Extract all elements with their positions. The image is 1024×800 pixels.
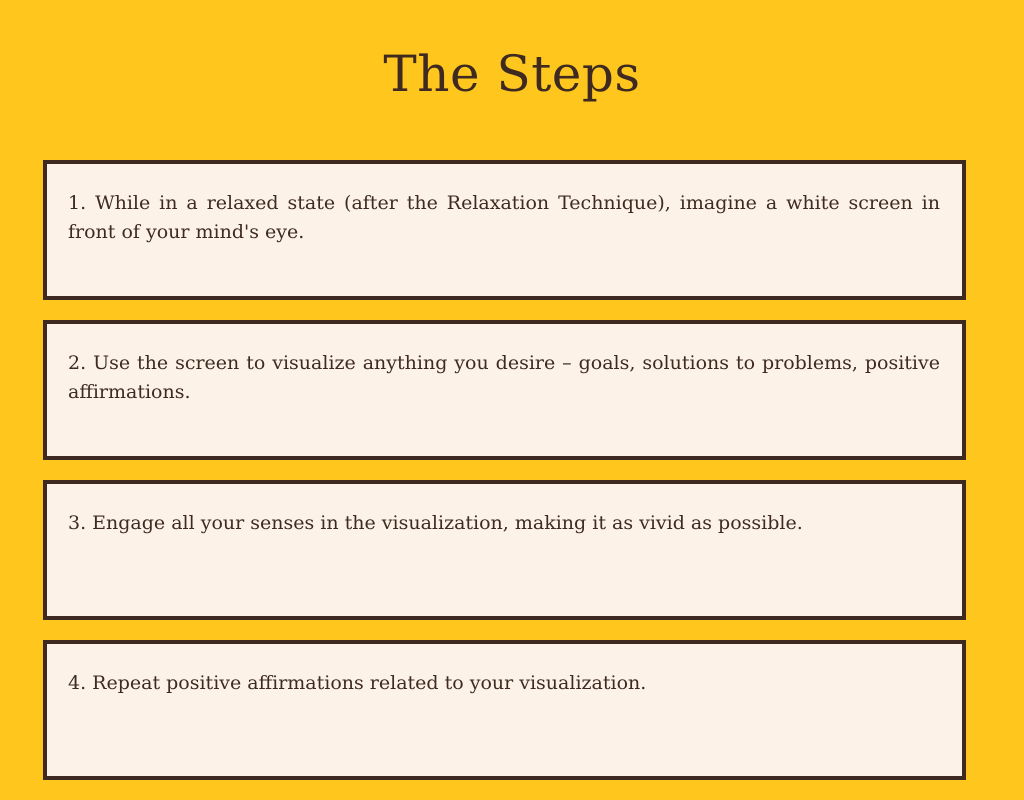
step-text-1: 1. While in a relaxed state (after the Relaxation Technique), imagine a white screen in front of your mind's eye. [68, 192, 940, 243]
step-card-4 [43, 640, 966, 780]
steps-list [43, 160, 966, 800]
step-text-4: 4. Repeat positive affirmations related to your visualization. [68, 672, 647, 694]
page-title: The Steps [383, 45, 641, 103]
step-text-2: 2. Use the screen to visualize anything you desire – goals, solutions to problems, positive affirmations. [68, 352, 940, 403]
step-card-3 [43, 480, 966, 620]
step-text-3: 3. Engage all your senses in the visualization, making it as vivid as possible. [68, 512, 803, 534]
step-card-2 [43, 320, 966, 460]
step-card-1 [43, 160, 966, 300]
